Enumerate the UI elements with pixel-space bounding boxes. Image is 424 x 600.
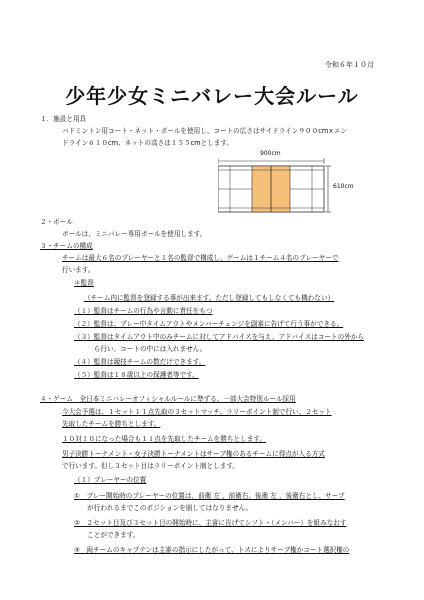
section-2-text: ボールは、ミニバレー専用ボールを使用します。: [62, 230, 207, 238]
section-3-text-1: チームは最大６名のプレーヤーと１名の監督で構成し、ゲームは１チーム４名のプレーヤーで: [62, 254, 339, 262]
kantoku-item-3-cont: ら行い、コートの中には入れません。: [74, 345, 207, 353]
position-item-3: ③ 両チームのキャプテンは主審の指示にしたがって、トスによりサーブ権かコート選択権の: [74, 546, 350, 554]
kantoku-note: （チーム内に監督を登録する事が出来ます。ただし登録してもしなくても構わない）: [84, 294, 335, 302]
date-label: 令和６年１０月: [325, 61, 374, 69]
kantoku-item-4: （４）監督は競技チームの数だけできます。: [74, 358, 206, 366]
section-3-text-2: 行います。: [62, 266, 95, 274]
section-1-text-1: バドミントン用コート・ネット・ポールを使用し、コートの広さはサイドライン９００cm×エン: [62, 127, 347, 135]
kantoku-item-2: （２）監督は、プレー中タイムアウトやメンバーチェンジを副審に告げて行う事ができる。: [74, 320, 344, 328]
player-position-heading: （１）プレーヤーの位置: [74, 476, 147, 484]
position-item-2: ② ２セット目及び３セット目の開始時に、主審に告げてシフト・（メンバー）を組みなおす: [74, 519, 347, 527]
kantoku-item-5: （５）監督は１８歳以上の保護者等です。: [74, 371, 199, 379]
position-item-2-cont: ことができます。: [74, 531, 140, 539]
page-title: 少年少女ミニバレー大会ルール: [65, 84, 359, 108]
game-text-4: 男子決勝トーナメント・女子決勝トーナメントはサーブ権のあるチームに得点が入る方式: [62, 450, 325, 458]
position-item-1: ① プレー開始時のプレーヤーの位置は、前衛 左 、前衛右、後衛 左 、後衛右とし、サーブ: [74, 492, 345, 500]
position-item-1-cont: が行われるまでこのポジションを崩してはなりません。: [74, 504, 253, 512]
court-width-label: 900cm: [260, 150, 281, 157]
section-2-heading: ２・ボール: [40, 218, 73, 226]
court-diagram: [218, 158, 348, 214]
section-4-heading: ４・ゲーム 全日本ミニバレーオフィシャルルールに準ずる。一部大会特別ルール採用: [40, 395, 296, 403]
kantoku-item-1: （１）監督はチームの行為や言動に責任をもつ: [74, 307, 213, 315]
game-text-5: で行います。但し３セット目はラリーポイント制とします。: [62, 462, 239, 470]
section-1-heading: １．施設と用具: [40, 115, 87, 123]
game-text-1: 今大会予選は、１セット１１点先取の３セットマッチ、ラリーポイント制で行い、２セット: [62, 408, 332, 416]
section-1-text-2: ドライン６１０cm、ネットの高さは１５５cmとします。: [62, 139, 234, 147]
kantoku-item-3: （３）監督はタイムアウト中のみチームに対してアドバイスを与え、アドバイスはコートの外から: [74, 333, 364, 341]
game-text-3: １０対１０になった場合も１１点を先取したチームを勝ちとします。: [62, 435, 266, 443]
section-3-heading: ３・チームの構成: [40, 242, 93, 250]
game-text-2: 先取したチームを勝ちとします。: [62, 420, 161, 428]
kantoku-heading: ＊監督: [74, 279, 94, 287]
court-height-label: 610cm: [333, 183, 354, 190]
